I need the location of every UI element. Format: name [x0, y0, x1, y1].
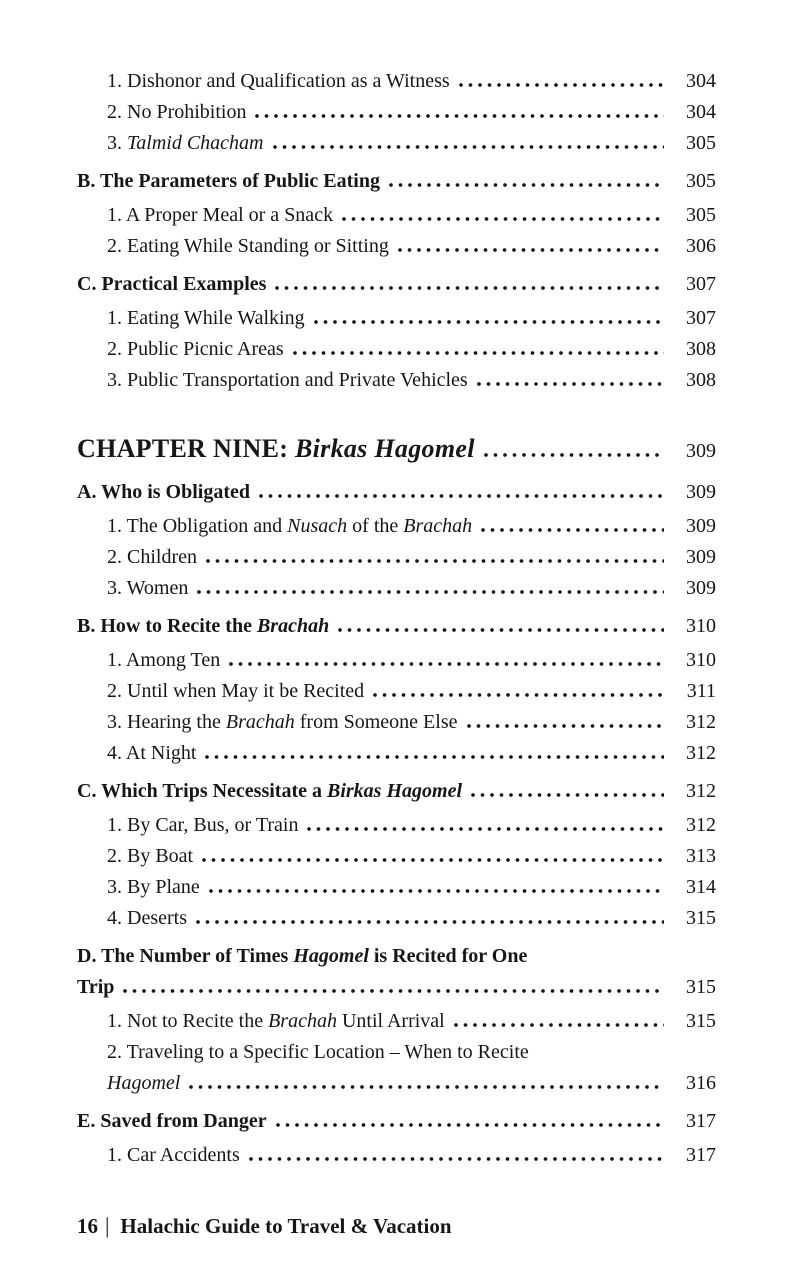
toc-label-segment: 3. By Plane: [107, 876, 200, 898]
toc-entry-page-number: 305: [686, 132, 716, 154]
toc-entry-row: [77, 269, 716, 300]
toc-label-italic-segment: Hagomel: [293, 945, 369, 967]
toc-entry-label: [107, 200, 333, 231]
toc-entry-label: [107, 303, 305, 334]
toc-entry-page-number: 316: [686, 1072, 716, 1094]
toc-label-segment: Until Arrival: [336, 1010, 445, 1032]
toc-entry-item: [77, 841, 716, 872]
toc-entry-page-number: 308: [686, 369, 716, 391]
toc-label-segment: 4. Deserts: [107, 907, 187, 929]
toc-entry-label: [107, 66, 450, 97]
toc-entry-row: [77, 645, 716, 676]
toc-entry-row: [77, 477, 716, 508]
toc-entry-row: [77, 97, 716, 128]
toc-label-italic-segment: Brachah: [225, 711, 295, 733]
toc-entry-row: [77, 1068, 716, 1099]
toc-entry-row: [77, 573, 716, 604]
toc-label-italic-segment: Brachah: [403, 515, 473, 537]
toc-entry-page-number: 314: [686, 876, 716, 898]
footer-separator: |: [105, 1213, 110, 1238]
toc-entry-page-number: 315: [686, 907, 716, 929]
toc-entry-page-number: 304: [686, 70, 716, 92]
toc-entry-page-number: 307: [686, 273, 716, 295]
toc-entry-item: [77, 1006, 716, 1037]
toc-entry-page-number: 310: [686, 649, 716, 671]
toc-entry-label: [107, 1041, 529, 1063]
toc-entry-page-number: 309: [686, 577, 716, 599]
toc-entry-row: [77, 810, 716, 841]
toc-entry-page-number: 317: [686, 1144, 716, 1166]
toc-label-segment: 2. Children: [107, 546, 197, 568]
toc-label-segment: D. The Number of Times: [77, 945, 294, 967]
toc-entry-page-number: 307: [686, 307, 716, 329]
dot-leader: [209, 889, 664, 893]
toc-label-segment: 2. No Prohibition: [107, 101, 247, 123]
toc-entry-row: [77, 231, 716, 262]
toc-entry-item: [77, 128, 716, 159]
toc-entry-row: [77, 776, 716, 807]
toc-entry-item: [77, 1037, 716, 1099]
toc-entry-item: [77, 365, 716, 396]
toc-entry-row: [77, 972, 716, 1003]
toc-entry-item: [77, 903, 716, 934]
dot-leader: [259, 494, 664, 498]
toc-entry-item: [77, 200, 716, 231]
toc-entry-item: [77, 738, 716, 769]
toc-label-segment: CHAPTER NINE:: [77, 434, 295, 463]
toc-entry-label: [77, 477, 250, 508]
toc-entry-page-number: 312: [686, 814, 716, 836]
toc-label-segment: B. The Parameters of Public Eating: [77, 170, 380, 192]
toc-label-segment: 1. Not to Recite the: [107, 1010, 269, 1032]
dot-leader: [481, 528, 664, 532]
dot-leader: [189, 1085, 664, 1089]
toc-entry-row: [77, 841, 716, 872]
toc-entry-row: [77, 365, 716, 396]
toc-entry-label: [77, 945, 527, 967]
dot-leader: [293, 351, 664, 355]
toc-entry-item: [77, 676, 716, 707]
toc-entry-label: [77, 166, 380, 197]
toc-label-segment: 3. Women: [107, 577, 189, 599]
toc-entry-page-number: 312: [686, 711, 716, 733]
dot-leader: [342, 217, 664, 221]
toc-entry-row: [77, 707, 716, 738]
toc-entry-label: [77, 430, 475, 467]
toc-entry-item: [77, 1140, 716, 1171]
toc-entry-row: [77, 872, 716, 903]
toc-label-segment: 1. Eating While Walking: [107, 307, 305, 329]
toc-entry-label: [77, 972, 114, 1003]
toc-label-segment: 2. Eating While Standing or Sitting: [107, 235, 389, 257]
toc-label-italic-segment: Brachah: [268, 1010, 337, 1032]
toc-entry-section: [77, 941, 716, 1003]
toc-label-segment: C. Practical Examples: [77, 273, 267, 295]
toc-entry-label: [107, 810, 298, 841]
toc-entry-chapter: [77, 430, 716, 470]
toc-label-segment: 2. Until when May it be Recited: [107, 680, 365, 702]
toc-entry-row: [77, 66, 716, 97]
toc-label-segment: 3. Public Transportation and Private Vehicles: [107, 369, 468, 391]
toc-entry-item: [77, 573, 716, 604]
dot-leader: [389, 183, 664, 187]
toc-entry-row: [77, 511, 716, 542]
dot-leader: [338, 628, 664, 632]
toc-label-segment: 3. Hearing the: [107, 711, 226, 733]
toc-entry-row: [77, 903, 716, 934]
toc-label-italic-segment: Brachah: [256, 615, 330, 637]
toc-label-segment: 4. At Night: [107, 742, 197, 764]
toc-entry-item: [77, 511, 716, 542]
toc-entry-page-number: 317: [686, 1110, 716, 1132]
toc-entry-row: [77, 303, 716, 334]
toc-entry-item: [77, 303, 716, 334]
toc-entry-page-number: 312: [686, 780, 716, 802]
toc-entry-item: [77, 97, 716, 128]
toc-entry-row: [77, 1140, 716, 1171]
toc-label-italic-segment: Talmid Chacham: [127, 132, 264, 154]
toc-entry-wrap-line: [77, 1037, 716, 1068]
toc-entry-row: [77, 200, 716, 231]
dot-leader: [197, 590, 664, 594]
toc-entry-row: [77, 676, 716, 707]
toc-entry-section: [77, 776, 716, 807]
toc-label-segment: Trip: [77, 976, 115, 998]
dot-leader: [276, 1123, 664, 1127]
toc-entry-label: [107, 128, 264, 159]
toc-entry-label: [107, 738, 196, 769]
toc-entry-label: [107, 707, 458, 738]
toc-entry-label: [77, 269, 266, 300]
toc-entry-page-number: 315: [686, 976, 716, 998]
toc-entry-page-number: 309: [686, 515, 716, 537]
toc-entry-label: [107, 645, 220, 676]
toc-entry-label: [107, 903, 187, 934]
toc-entry-row: [77, 738, 716, 769]
toc-entry-page-number: 305: [686, 170, 716, 192]
toc-label-italic-segment: Birkas Hagomel: [327, 780, 463, 802]
toc-label-segment: 1. The Obligation and: [107, 515, 288, 537]
toc-entry-section: [77, 611, 716, 642]
toc-entry-label: [107, 676, 364, 707]
toc-entry-row: [77, 334, 716, 365]
toc-entry-section: [77, 269, 716, 300]
toc-entry-label: [107, 841, 193, 872]
toc-label-segment: 2. Public Picnic Areas: [107, 338, 284, 360]
toc-entry-page-number: 304: [686, 101, 716, 123]
toc-entry-item: [77, 334, 716, 365]
toc-label-segment: of the: [347, 515, 404, 537]
toc-entry-page-number: 315: [686, 1010, 716, 1032]
toc-entry-row: [77, 430, 716, 470]
toc-entry-page-number: 310: [686, 615, 716, 637]
toc-label-segment: 1. By Car, Bus, or Train: [107, 814, 299, 836]
toc-label-segment: E. Saved from Danger: [77, 1110, 267, 1132]
dot-leader: [398, 248, 664, 252]
dot-leader: [484, 453, 664, 457]
toc-entry-row: [77, 1006, 716, 1037]
toc-label-segment: 1. Car Accidents: [107, 1144, 240, 1166]
dot-leader: [123, 989, 664, 993]
dot-leader: [307, 827, 664, 831]
dot-leader: [205, 755, 664, 759]
dot-leader: [459, 83, 664, 87]
toc-label-segment: from Someone Else: [294, 711, 458, 733]
toc-label-segment: 2. Traveling to a Specific Location – When to Recite: [107, 1041, 529, 1063]
toc-entry-label: [107, 1140, 240, 1171]
toc-entry-row: [77, 542, 716, 573]
toc-entry-page-number: 313: [686, 845, 716, 867]
dot-leader: [467, 724, 665, 728]
toc-entry-row: [77, 611, 716, 642]
toc-entry-section: [77, 477, 716, 508]
table-of-contents: [77, 66, 716, 1171]
toc-entry-page-number: 309: [686, 546, 716, 568]
dot-leader: [454, 1023, 664, 1027]
toc-entry-section: [77, 1106, 716, 1137]
toc-entry-label: [107, 542, 197, 573]
toc-entry-label: [77, 611, 329, 642]
toc-entry-label: [107, 231, 389, 262]
dot-leader: [229, 662, 664, 666]
footer-book-title: Halachic Guide to Travel & Vacation: [120, 1214, 452, 1238]
toc-label-segment: 1. A Proper Meal or a Snack: [107, 204, 334, 226]
dot-leader: [275, 286, 664, 290]
toc-entry-label: [107, 97, 246, 128]
toc-entry-row: [77, 1106, 716, 1137]
dot-leader: [196, 920, 664, 924]
toc-entry-label: [107, 1068, 180, 1099]
dot-leader: [373, 693, 664, 697]
toc-label-italic-segment: Nusach: [287, 515, 348, 537]
page-footer: [77, 1213, 716, 1239]
toc-entry-item: [77, 707, 716, 738]
toc-entry-page-number: 306: [686, 235, 716, 257]
toc-entry-page-number: 312: [686, 742, 716, 764]
dot-leader: [249, 1157, 664, 1161]
toc-entry-label: [107, 334, 284, 365]
toc-label-segment: 2. By Boat: [107, 845, 194, 867]
dot-leader: [206, 559, 664, 563]
toc-label-segment: A. Who is Obligated: [77, 481, 250, 503]
footer-page-number: 16: [77, 1214, 98, 1238]
toc-entry-label: [107, 872, 200, 903]
toc-entry-row: [77, 128, 716, 159]
toc-entry-page-number: 308: [686, 338, 716, 360]
toc-entry-wrap-line: [77, 941, 716, 972]
toc-entry-item: [77, 231, 716, 262]
toc-entry-row: [77, 166, 716, 197]
dot-leader: [471, 793, 664, 797]
dot-leader: [255, 114, 664, 118]
toc-entry-page-number: 309: [686, 440, 716, 462]
toc-label-segment: C. Which Trips Necessitate a: [77, 780, 327, 802]
toc-entry-item: [77, 542, 716, 573]
toc-entry-label: [77, 1106, 267, 1137]
toc-entry-page-number: 311: [686, 680, 716, 702]
toc-label-segment: 1. Dishonor and Qualification as a Witness: [107, 70, 450, 92]
toc-entry-label: [107, 365, 468, 396]
toc-entry-page-number: 305: [686, 204, 716, 226]
dot-leader: [314, 320, 664, 324]
toc-label-italic-segment: Hagomel: [107, 1072, 181, 1094]
dot-leader: [202, 858, 664, 862]
toc-entry-page-number: 309: [686, 481, 716, 503]
toc-entry-item: [77, 872, 716, 903]
toc-entry-item: [77, 810, 716, 841]
toc-label-segment: is Recited for One: [368, 945, 528, 967]
toc-entry-label: [107, 511, 472, 542]
toc-label-segment: 1. Among Ten: [107, 649, 221, 671]
dot-leader: [477, 382, 664, 386]
toc-entry-item: [77, 645, 716, 676]
dot-leader: [273, 145, 664, 149]
toc-label-segment: B. How to Recite the: [77, 615, 257, 637]
toc-label-italic-segment: Birkas Hagomel: [295, 434, 475, 463]
toc-entry-label: [107, 1006, 445, 1037]
toc-entry-section: [77, 166, 716, 197]
toc-entry-label: [77, 776, 462, 807]
toc-label-segment: 3.: [107, 132, 127, 154]
toc-entry-item: [77, 66, 716, 97]
toc-entry-label: [107, 573, 188, 604]
